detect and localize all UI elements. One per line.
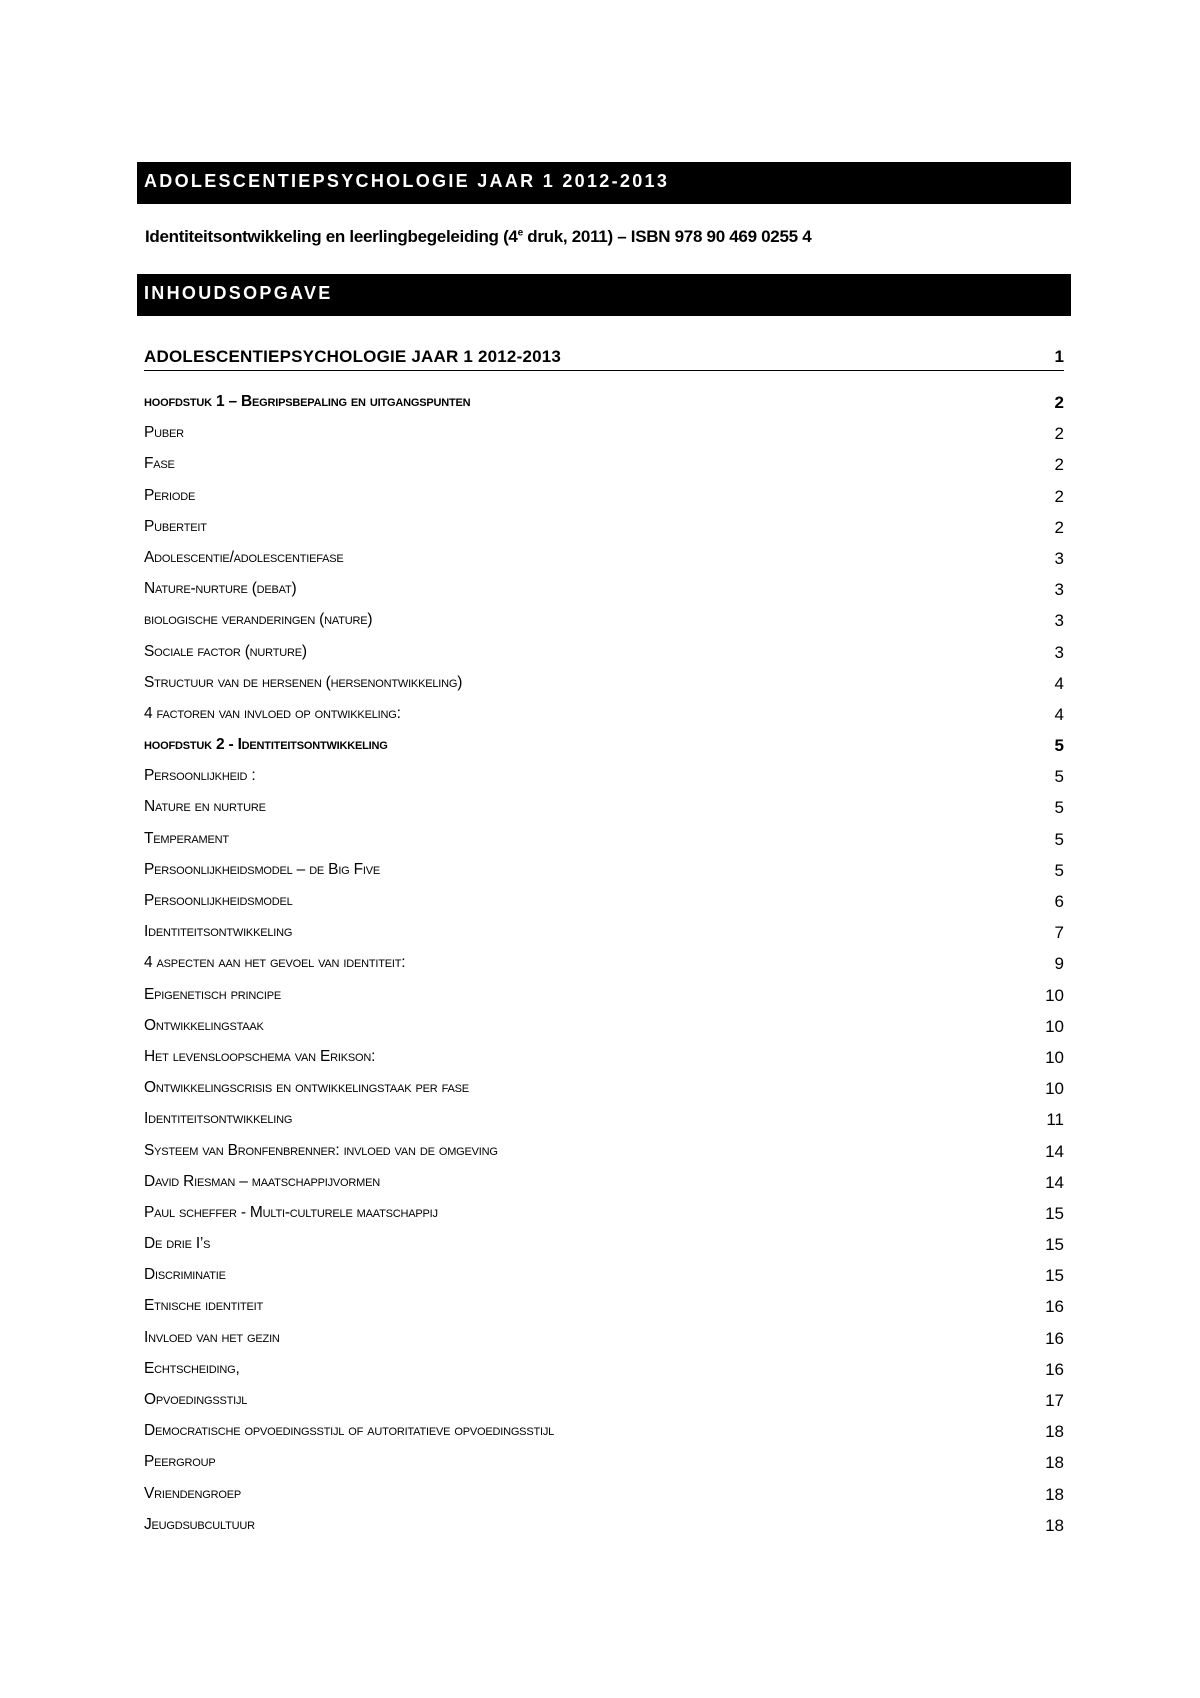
toc-entry-title: Opvoedingsstijl <box>144 1391 248 1408</box>
toc-entry-page: 5 <box>1054 736 1064 756</box>
toc-entry[interactable] <box>144 950 1064 981</box>
toc-entry[interactable] <box>144 1418 1064 1449</box>
toc-entry[interactable] <box>144 1293 1064 1324</box>
toc-top-entry[interactable] <box>144 346 1064 371</box>
toc-entry[interactable] <box>144 420 1064 451</box>
toc-entry-page: 2 <box>1054 486 1064 506</box>
toc-entry[interactable] <box>144 888 1064 919</box>
toc-entry-page: 16 <box>1045 1359 1064 1379</box>
toc-entry[interactable] <box>144 1200 1064 1231</box>
book-reference-rest: druk, 2011) – ISBN 978 90 469 0255 4 <box>522 227 812 246</box>
toc-entry[interactable] <box>144 1325 1064 1356</box>
toc-entry[interactable] <box>144 1013 1064 1044</box>
toc-entry-title: Identiteitsontwikkeling <box>144 1110 293 1128</box>
toc-entry-title: Peergroup <box>144 1453 216 1471</box>
toc-entry-page: 4 <box>1054 673 1064 693</box>
toc-entry-page: 3 <box>1054 548 1064 568</box>
toc-entry-page: 10 <box>1045 1047 1064 1067</box>
toc-entry[interactable] <box>144 1512 1064 1543</box>
toc-heading: INHOUDSOPGAVE <box>144 283 333 303</box>
toc-entry[interactable] <box>144 1387 1064 1418</box>
toc-entry[interactable] <box>144 794 1064 825</box>
toc-entry-title: Jeugdsubcultuur <box>144 1515 255 1533</box>
toc-entry[interactable] <box>144 389 1064 420</box>
toc-entry-page: 2 <box>1054 424 1064 444</box>
toc-entry-title: Het levensloopschema van Erikson: <box>144 1047 376 1065</box>
toc-entry[interactable] <box>144 701 1064 732</box>
toc-entry-title: De drie I’s <box>144 1235 211 1253</box>
toc-entry-page: 18 <box>1045 1422 1064 1442</box>
toc-entry-title: biologische veranderingen (nature) <box>144 611 373 629</box>
toc-entry-title: hoofdstuk 1 – Begripsbepaling en uitgangspunten <box>144 393 471 410</box>
toc-entry-title: Persoonlijkheidsmodel <box>144 892 293 909</box>
toc-entry-page: 14 <box>1045 1141 1064 1161</box>
toc-entry-title: David Riesman – maatschappijvormen <box>144 1172 380 1190</box>
toc-entry-page: 5 <box>1054 829 1064 849</box>
toc-entry-page: 3 <box>1054 611 1064 631</box>
toc-entry-page: 15 <box>1045 1266 1064 1286</box>
toc-entry[interactable] <box>144 732 1064 763</box>
toc-entry[interactable] <box>144 1106 1064 1137</box>
toc-entry[interactable] <box>144 1481 1064 1512</box>
toc-entry[interactable] <box>144 607 1064 638</box>
toc-entry[interactable] <box>144 763 1064 794</box>
toc-entry-page: 2 <box>1054 517 1064 537</box>
toc-entry-page: 10 <box>1045 985 1064 1005</box>
toc-entry-title: Sociale factor (nurture) <box>144 642 307 660</box>
toc-entry-title: Epigenetisch principe <box>144 985 281 1003</box>
toc-entry-title: Puber <box>144 424 184 442</box>
toc-entry[interactable] <box>144 576 1064 607</box>
toc-entry-title: 4 factoren van invloed op ontwikkeling: <box>144 704 401 722</box>
toc-entry-title: Paul scheffer - Multi-culturele maatschappij <box>144 1203 438 1221</box>
toc-entry-title: Ontwikkelingstaak <box>144 1016 264 1034</box>
toc-entry-page: 16 <box>1045 1297 1064 1317</box>
toc-entry[interactable] <box>144 857 1064 888</box>
toc-entry-page: 11 <box>1046 1110 1064 1130</box>
toc-entry[interactable] <box>144 1231 1064 1262</box>
toc-entry-title: Temperament <box>144 829 229 847</box>
toc-entry-page: 9 <box>1054 954 1064 974</box>
toc-entry-title: hoofdstuk 2 - Identiteitsontwikkeling <box>144 736 388 754</box>
toc-entry-page: 2 <box>1054 455 1064 475</box>
toc-entry-page: 18 <box>1045 1453 1064 1473</box>
toc-entry-title: Systeem van Bronfenbrenner: invloed van de omgeving <box>144 1141 498 1159</box>
book-reference-sup: e <box>517 227 523 239</box>
toc-entry-page: 3 <box>1054 642 1064 662</box>
toc-entry-title: Nature-nurture (debat) <box>144 580 297 598</box>
toc-entry-page: 15 <box>1045 1235 1064 1255</box>
toc-entry-page: 14 <box>1045 1172 1064 1192</box>
toc-entry-title: Etnische identiteit <box>144 1297 264 1315</box>
toc-entry-title: Persoonlijkheid : <box>144 767 256 785</box>
toc-top-title: ADOLESCENTIEPSYCHOLOGIE JAAR 1 2012-2013 <box>144 347 562 366</box>
toc-entry-title: Identiteitsontwikkeling <box>144 923 293 941</box>
toc-entry[interactable] <box>144 1169 1064 1200</box>
toc-entry-page: 10 <box>1045 1016 1064 1036</box>
toc-list <box>144 389 1064 1543</box>
toc-top-page: 1 <box>1054 347 1064 366</box>
toc-entry-title: Echtscheiding, <box>144 1359 240 1377</box>
toc-entry[interactable] <box>144 1356 1064 1387</box>
toc-entry[interactable] <box>144 514 1064 545</box>
toc-entry-title: Adolescentie/adolescentiefase <box>144 548 344 566</box>
toc-entry-title: Democratische opvoedingsstijl of autoritatieve opvoedingsstijl <box>144 1422 555 1440</box>
toc-entry[interactable] <box>144 1044 1064 1075</box>
toc-entry-page: 5 <box>1054 860 1064 880</box>
toc-entry[interactable] <box>144 1262 1064 1293</box>
toc-entry[interactable] <box>144 919 1064 950</box>
toc-entry-title: Invloed van het gezin <box>144 1328 280 1346</box>
toc-entry[interactable] <box>144 639 1064 670</box>
toc-entry[interactable] <box>144 826 1064 857</box>
toc-entry-page: 17 <box>1045 1391 1064 1410</box>
toc-entry-title: Periode <box>144 486 196 504</box>
toc-entry-page: 2 <box>1054 393 1064 412</box>
toc-heading-bar <box>137 274 1071 316</box>
toc-entry[interactable] <box>144 1138 1064 1169</box>
book-reference <box>145 227 811 247</box>
toc-entry[interactable] <box>144 451 1064 482</box>
toc-entry-title: Discriminatie <box>144 1266 226 1284</box>
toc-entry-title: Vriendengroep <box>144 1484 241 1502</box>
toc-entry-page: 3 <box>1054 580 1064 600</box>
toc-entry-title: Nature en nurture <box>144 798 266 816</box>
toc-entry-page: 4 <box>1054 704 1064 724</box>
toc-entry-title: Persoonlijkheidsmodel – de Big Five <box>144 860 381 878</box>
toc-entry-page: 5 <box>1054 767 1064 787</box>
toc-entry-page: 18 <box>1045 1484 1064 1504</box>
book-reference-main: Identiteitsontwikkeling en leerlingbegeleiding (4 <box>145 227 518 246</box>
toc-entry[interactable] <box>144 670 1064 701</box>
toc-entry[interactable] <box>144 483 1064 514</box>
toc-entry-page: 15 <box>1045 1203 1064 1223</box>
toc-entry-page: 5 <box>1054 798 1064 818</box>
toc-entry-title: Puberteit <box>144 517 207 535</box>
toc-entry[interactable] <box>144 982 1064 1013</box>
toc-entry[interactable] <box>144 1449 1064 1480</box>
toc-entry-page: 18 <box>1045 1515 1064 1535</box>
document-title: ADOLESCENTIEPSYCHOLOGIE JAAR 1 2012-2013 <box>144 171 670 191</box>
toc-entry-page: 7 <box>1054 923 1064 943</box>
toc-entry-page: 16 <box>1045 1328 1064 1348</box>
title-bar <box>137 162 1071 204</box>
toc-entry[interactable] <box>144 545 1064 576</box>
toc-entry[interactable] <box>144 1075 1064 1106</box>
toc-entry-title: Ontwikkelingscrisis en ontwikkelingstaak per fase <box>144 1079 469 1097</box>
toc-entry-title: Fase <box>144 455 175 473</box>
toc-entry-title: Structuur van de hersenen (hersenontwikkeling) <box>144 673 463 691</box>
toc-entry-page: 10 <box>1045 1079 1064 1099</box>
toc-entry-title: 4 aspecten aan het gevoel van identiteit: <box>144 954 406 972</box>
toc-entry-page: 6 <box>1054 892 1064 911</box>
